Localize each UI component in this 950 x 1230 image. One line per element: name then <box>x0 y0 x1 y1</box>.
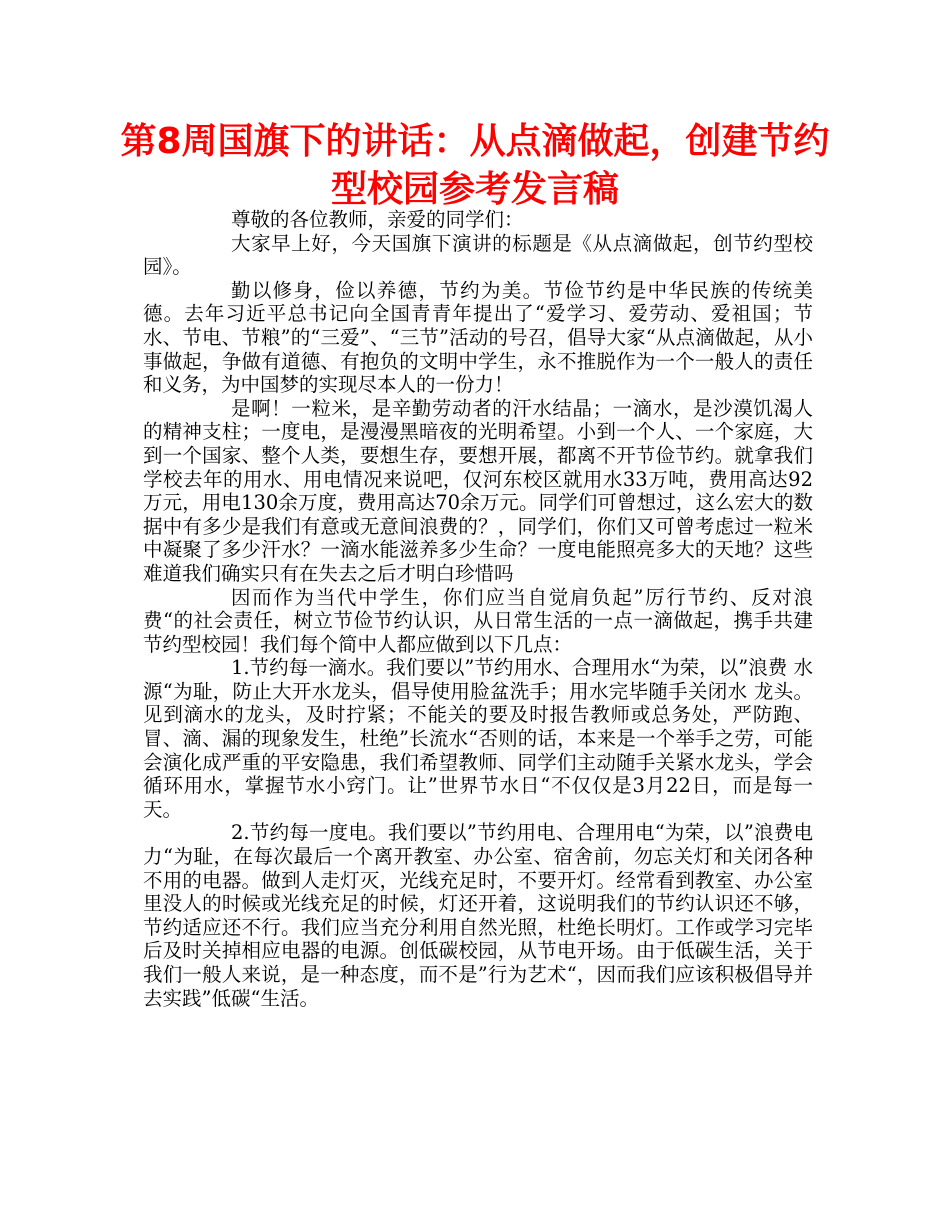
salutation-paragraph: 尊敬的各位教师，亲爱的同学们： <box>231 208 524 231</box>
body-paragraph: 勤以修身，俭以养德，节约为美。节俭节约是中华民族的传统美德。去年习近平总书记向全国青青年提出了“爱学习、爱劳动、爱祖国；节水、节电、节粮”的“三爱”、“三节”活动的号召，倡导大家“从点滴做起，从小事做起，争做有道德、有抱负的文明中学生，永不推脱作为一个一般人的责任和义务，为中国梦的实现尽本人的一份力！ <box>143 278 813 397</box>
save-water-paragraph: 1.节约每一滴水。我们要以”节约用水、合理用水“为荣，以”浪费 水源“为耻，防止大开水龙头，倡导使用脸盆洗手；用水完毕随手关闭水 龙头。见到滴水的龙头，及时拧紧；不能关的要及时报告教师或总务处，严防跑、冒、滴、漏的现象发生，杜绝”长流水“否则的话，本来是一个举手之劳，可能会演化成严重的平安隐患，我们希望教师、同学们主动随手关紧水龙头，学会循环用水，掌握节水小窍门。让”世界节水日“不仅仅是3月22日，而是每一天。 <box>143 656 813 821</box>
greeting-paragraph: 大家早上好，今天国旗下演讲的标题是《从点滴做起，创节约型校园》。 <box>143 231 813 279</box>
document-title: 第8周国旗下的讲话：从点滴做起，创建节约型校园参考发言稿 <box>120 121 830 210</box>
body-paragraph: 因而作为当代中学生，你们应当自觉肩负起”厉行节约、反对浪费“的社会责任，树立节俭节约认识，从日常生活的一点一滴做起，携手共建节约型校园！我们每个简中人都应做到以下几点： <box>143 585 813 656</box>
save-electricity-paragraph: 2.节约每一度电。我们要以”节约用电、合理用电“为荣，以”浪费电力“为耻，在每次最后一个离开教室、办公室、宿舍前，勿忘关灯和关闭各种不用的电器。做到人走灯灭，光线充足时，不要开灯。经常看到教室、办公室里没人的时候或光线充足的时候，灯还开着，这说明我们的节约认识还不够，节约适应还不行。我们应当充分利用自然光照，杜绝长明灯。工作或学习完毕后及时关掉相应电器的电源。创低碳校园，从节电开场。由于低碳生活，关于我们一般人来说，是一种态度，而不是”行为艺术“，因而我们应该积极倡导并去实践”低碳“生活。 <box>143 821 813 1010</box>
body-paragraph: 是啊！一粒米，是辛勤劳动者的汗水结晶；一滴水，是沙漠饥渴人的精神支柱；一度电，是漫漫黑暗夜的光明希望。小到一个人、一个家庭，大到一个国家、整个人类，要想生存，要想开展，都离不开节俭节约。就拿我们学校去年的用水、用电情况来说吧，仅河东校区就用水33万吨，费用高达92万元，用电130余万度，费用高达70余万元。同学们可曾想过，这么宏大的数据中有多少是我们有意或无意间浪费的？，同学们，你们又可曾考虑过一粒米中凝聚了多少汗水？一滴水能滋养多少生命？一度电能照亮多大的天地？这些难道我们确实只有在失去之后才明白珍惜吗 <box>143 396 813 585</box>
document-body <box>143 208 813 1010</box>
